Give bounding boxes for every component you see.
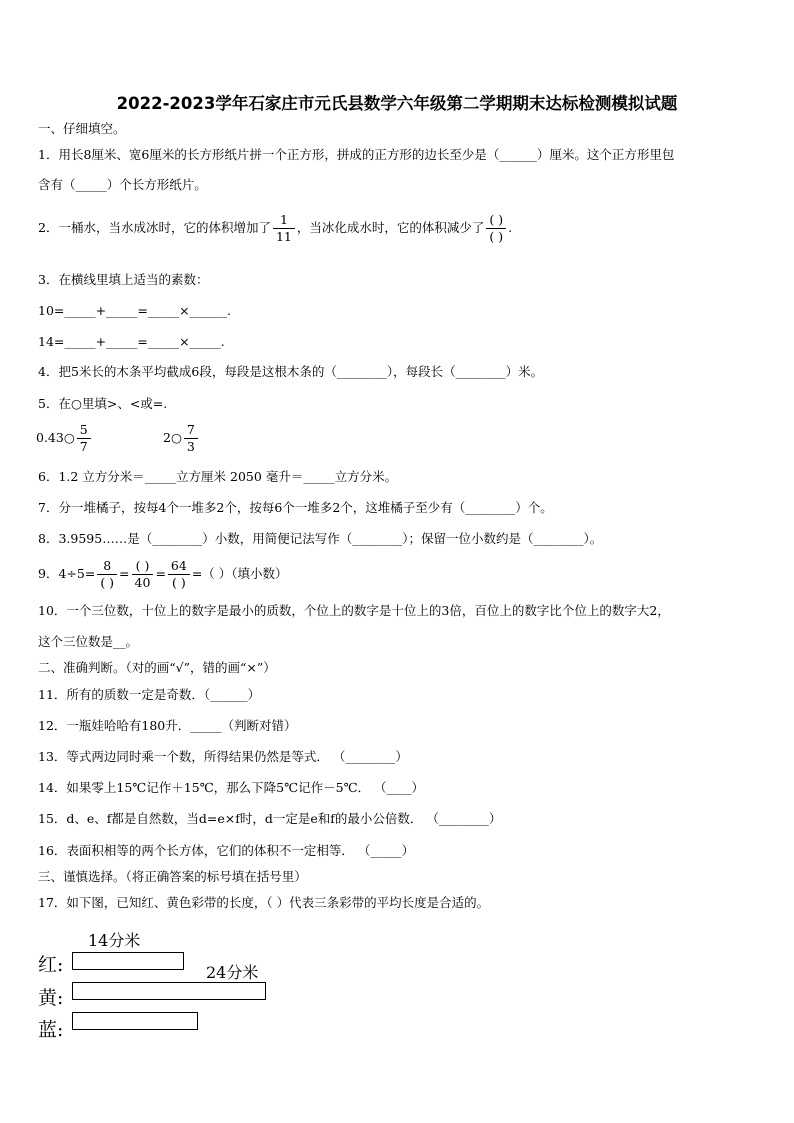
- fraction-64-blank: [168, 558, 190, 591]
- section-1-heading: 一、仔细填空。: [38, 121, 126, 136]
- fraction-denominator: 11: [275, 229, 292, 244]
- blue-ribbon-bar: [72, 1012, 198, 1030]
- question-14: 14．如果零上15℃记作＋15℃，那么下降5℃记作－5℃． （____）: [38, 780, 425, 795]
- question-7: 7．分一堆橘子，按每4个一堆多2个，按每6个一堆多2个，这堆橘子至少有（________）个。: [38, 500, 553, 515]
- section-3-heading: 三、谨慎选择。（将正确答案的标号填在括号里）: [38, 869, 307, 884]
- fraction-numerator: ( ): [132, 558, 154, 575]
- question-4: 4．把5米长的木条平均截成6段，每段是这根木条的（________），每段长（________）米。: [38, 364, 544, 379]
- fraction-numerator: ( ): [486, 212, 506, 229]
- equals-sign: =: [155, 566, 166, 581]
- question-1-line-2: 含有（_____）个长方形纸片。: [38, 177, 207, 192]
- fraction-numerator: 7: [184, 422, 198, 439]
- question-9-suffix: =（ ）（填小数）: [191, 566, 288, 581]
- fraction-8-blank: [97, 558, 117, 591]
- red-label: 红:: [38, 954, 64, 976]
- red-length-label: 14分米: [88, 931, 141, 950]
- fraction-5-7: [77, 422, 91, 455]
- red-ribbon-bar: [72, 952, 184, 970]
- question-1-line-1: 1．用长8厘米、宽6厘米的长方形纸片拼一个正方形，拼成的正方形的边长至少是（______）厘米。这个正方形里包: [38, 147, 675, 162]
- question-10-line-2: 这个三位数是__。: [38, 634, 139, 649]
- equals-sign: =: [119, 566, 130, 581]
- yellow-label: 黄:: [38, 987, 64, 1009]
- question-2-end: .: [508, 220, 513, 235]
- fraction-denominator: 7: [79, 439, 88, 454]
- question-2-text-a: 2．一桶水，当水成冰时，它的体积增加了: [38, 220, 271, 235]
- question-8: 8．3.9595……是（________）小数，用简便记法写作（________）；保留一位小数约是（________）。: [38, 531, 603, 546]
- question-6: 6．1.2 立方分米＝_____立方厘米 2050 毫升＝_____立方分米。: [38, 469, 398, 484]
- section-2-heading: 二、准确判断。（对的画“√”，错的画“×”）: [38, 660, 276, 675]
- fraction-denominator: ( ): [100, 575, 115, 590]
- fraction-numerator: 1: [273, 212, 295, 229]
- question-9-prefix: 9．4÷5=: [38, 566, 96, 581]
- question-2-text-b: ，当冰化成水时，它的体积减少了: [296, 220, 485, 235]
- question-13: 13．等式两边同时乘一个数，所得结果仍然是等式． （________）: [38, 749, 408, 764]
- compare-expression: 2○: [163, 430, 182, 445]
- question-2: [38, 212, 512, 245]
- fraction-denominator: 40: [134, 575, 151, 590]
- question-3-a: 10=_____+_____=_____×______.: [38, 303, 232, 318]
- fraction-denominator: ( ): [172, 575, 186, 590]
- fraction-blank-40: [132, 558, 154, 591]
- answer-fraction-blank: [486, 212, 506, 245]
- question-17: 17．如下图，已知红、黄色彩带的长度，（ ）代表三条彩带的平均长度是合适的。: [38, 895, 490, 910]
- question-5: 5．在○里填>、<或=.: [38, 396, 168, 411]
- question-11: 11．所有的质数一定是奇数．（______）: [38, 687, 261, 702]
- compare-expression: 0.43○: [36, 430, 75, 445]
- question-16: 16．表面积相等的两个长方体，它们的体积不一定相等． （_____）: [38, 843, 415, 858]
- question-5-b: [163, 422, 200, 455]
- question-5-a: [36, 422, 93, 455]
- fraction-1-11: [273, 212, 295, 245]
- yellow-length-label: 24分米: [206, 963, 259, 982]
- question-10-line-1: 10．一个三位数，十位上的数字是最小的质数，个位上的数字是十位上的3倍，百位上的数字比个位上的数字大2，: [38, 603, 670, 618]
- fraction-denominator: 3: [186, 439, 195, 454]
- yellow-ribbon-bar: [72, 982, 266, 1000]
- fraction-numerator: 8: [97, 558, 117, 575]
- fraction-numerator: 64: [168, 558, 190, 575]
- question-3: 3．在横线里填上适当的素数：: [38, 272, 209, 287]
- question-15: 15．d、e、f都是自然数，当d=e×f时，d一定是e和f的最小公倍数． （________）: [38, 811, 502, 826]
- fraction-denominator: ( ): [489, 229, 504, 244]
- page-title: 2022-2023学年石家庄市元氏县数学六年级第二学期期末达标检测模拟试题: [116, 94, 678, 113]
- fraction-numerator: 5: [77, 422, 91, 439]
- fraction-7-3: [184, 422, 198, 455]
- question-3-b: 14=_____+_____=_____×_____.: [38, 334, 225, 349]
- question-9: [38, 558, 288, 591]
- blue-label: 蓝:: [38, 1019, 64, 1041]
- question-12: 12．一瓶娃哈哈有180升．_____（判断对错）: [38, 718, 297, 733]
